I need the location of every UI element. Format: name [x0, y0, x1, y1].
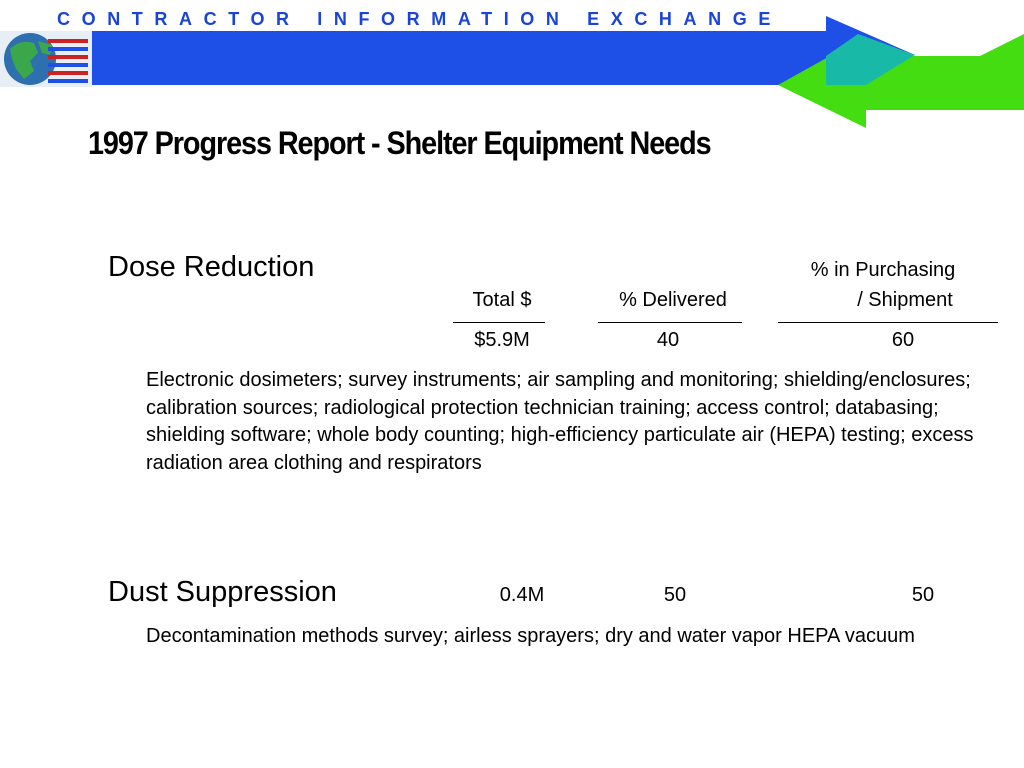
column-header-delivered: % Delivered [619, 289, 727, 311]
column-rule-total [453, 322, 545, 323]
cell-delivered-dust: 50 [663, 584, 687, 606]
section-heading-dust-suppression: Dust Suppression [108, 576, 337, 608]
org-name-header: CONTRACTOR INFORMATION EXCHANGE [57, 9, 782, 29]
section-description-dose-reduction: Electronic dosimeters; survey instruments; air sampling and monitoring; shielding/enclosures; calibration sources; radiological protection technician training; access control; databasing; shielding software; whole body counting; high-efficiency particulate air (HEPA) testing; excess radiation area clothing and respirators [146, 369, 974, 474]
column-rule-purchasing [778, 322, 998, 323]
column-header-purchasing-line2: / Shipment [857, 289, 953, 311]
column-rule-delivered [598, 322, 742, 323]
cell-total-dust: 0.4M [499, 584, 545, 606]
page-title: 1997 Progress Report - Shelter Equipment Needs [88, 125, 711, 161]
section-description-dust-suppression: Decontamination methods survey; airless sprayers; dry and water vapor HEPA vacuum [146, 625, 915, 647]
section-heading-dose-reduction: Dose Reduction [108, 251, 315, 283]
cell-purchasing-dose: 60 [891, 329, 915, 351]
globe-icon [0, 31, 92, 87]
cell-purchasing-dust: 50 [911, 584, 935, 606]
cell-delivered-dose: 40 [656, 329, 680, 351]
column-header-purchasing-line1: % in Purchasing [810, 259, 956, 281]
column-header-total: Total $ [472, 289, 532, 311]
cell-total-dose: $5.9M [474, 329, 530, 351]
